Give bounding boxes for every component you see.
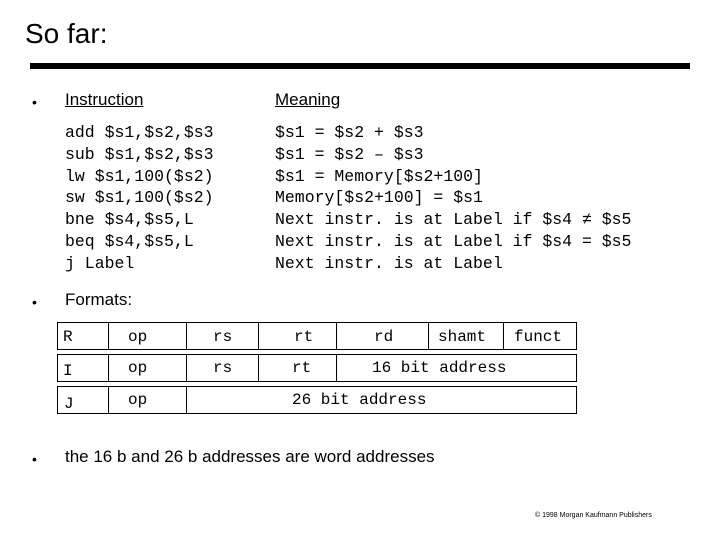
bullet-marker: • <box>32 451 37 467</box>
j-field-op: op <box>128 391 148 409</box>
code-line: sw $s1,100($s2) <box>65 188 214 208</box>
field-divider <box>108 323 109 349</box>
meaning-line: $s1 = $s2 – $s3 <box>275 144 424 164</box>
field-divider <box>336 323 337 349</box>
code-line: bne $s4,$s5,L <box>65 210 194 230</box>
meaning-list <box>275 122 631 275</box>
j-field-address: 26 bit address <box>292 391 427 409</box>
meaning-line: $s1 = Memory[$s2+100] <box>275 166 483 186</box>
i-format-type: I <box>63 362 73 380</box>
field-divider <box>428 323 429 349</box>
field-divider <box>258 355 259 381</box>
meaning-line: Next instr. is at Label <box>275 253 503 273</box>
code-line: beq $s4,$s5,L <box>65 231 194 251</box>
slide-title: So far: <box>25 18 108 49</box>
meaning-line: Next instr. is at Label if $s4 ≠ $s5 <box>275 210 632 230</box>
r-format-type: R <box>63 328 73 346</box>
field-divider <box>186 323 187 349</box>
field-divider <box>186 387 187 413</box>
field-divider <box>503 323 504 349</box>
field-divider <box>108 387 109 413</box>
meaning-line: Memory[$s2+100] = $s1 <box>275 188 483 208</box>
meaning-line: Next instr. is at Label if $s4 = $s5 <box>275 231 632 251</box>
field-divider <box>336 355 337 381</box>
r-field-funct: funct <box>514 328 563 346</box>
copyright-footer: © 1998 Morgan Kaufmann Publishers <box>535 512 652 519</box>
i-field-rs: rs <box>213 359 233 377</box>
field-divider <box>186 355 187 381</box>
r-field-op: op <box>128 328 148 346</box>
r-field-rd: rd <box>374 328 394 346</box>
code-line: sub $s1,$s2,$s3 <box>65 144 214 164</box>
i-format-row <box>57 354 577 382</box>
r-field-rs: rs <box>213 328 233 346</box>
formats-label: Formats: <box>65 290 133 309</box>
instruction-code-list <box>65 122 214 275</box>
i-field-op: op <box>128 359 148 377</box>
field-divider <box>108 355 109 381</box>
bullet-marker: • <box>32 94 37 110</box>
title-underline-rule <box>30 63 690 69</box>
r-format-row <box>57 322 577 350</box>
i-field-address: 16 bit address <box>372 359 507 377</box>
code-line: add $s1,$s2,$s3 <box>65 123 214 142</box>
meaning-line: $s1 = $s2 + $s3 <box>275 123 424 142</box>
code-line: lw $s1,100($s2) <box>65 166 214 186</box>
bullet-marker: • <box>32 294 37 310</box>
meaning-heading: Meaning <box>275 90 341 109</box>
word-address-note: the 16 b and 26 b addresses are word addresses <box>65 447 435 466</box>
j-format-type: J <box>64 395 74 413</box>
r-field-rt: rt <box>294 328 314 346</box>
i-field-rt: rt <box>292 359 312 377</box>
field-divider <box>258 323 259 349</box>
instruction-heading: Instruction <box>65 90 144 109</box>
j-format-row <box>57 386 577 414</box>
r-field-shamt: shamt <box>438 328 487 346</box>
code-line: j Label <box>65 253 135 273</box>
